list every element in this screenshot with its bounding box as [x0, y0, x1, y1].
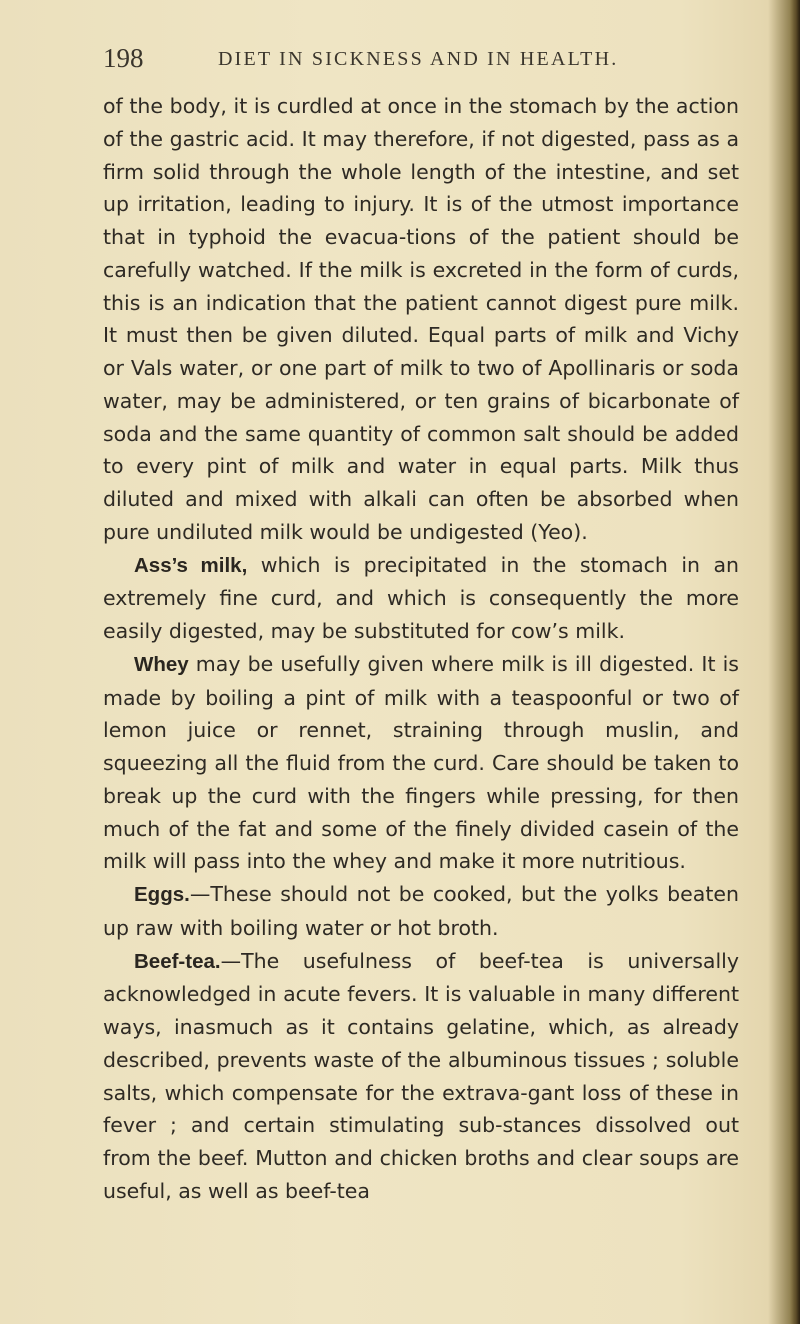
page-number: 198: [103, 43, 144, 73]
paragraph-text: of the body, it is curdled at once in the stomach by the action of the gastric acid. It may therefore, if not digested, pass as a firm solid through the whole length of the intestine, and set up irritation, leading to injury. It is of the utmost importance that in typhoid the evacua-tions of the patient should be carefully watched. If the milk is excreted in the form of curds, this is an indication that the patient cannot digest pure milk. It must then be given diluted. Equal parts of milk and Vichy or Vals water, or one part of milk to two of Apollinaris or soda water, may be administered, or ten grains of bicarbonate of soda and the same quantity of common salt should be added to every pint of milk and water in equal parts. Milk thus diluted and mixed with alkali can often be absorbed when pure undiluted milk would be undigested (Yeo).: [103, 94, 739, 544]
running-head: DIET IN SICKNESS AND IN HEALTH.: [218, 48, 619, 70]
paragraph-lead-whey: Whey: [134, 652, 189, 676]
body-text: [103, 90, 739, 1208]
paragraph-milk-curd: [103, 90, 739, 549]
page-edge-shadow: [790, 0, 800, 1324]
paragraph-lead-beef-tea: Beef-tea.: [134, 949, 221, 973]
paragraph-beef-tea: [103, 945, 739, 1208]
paragraph-whey: [103, 648, 739, 878]
paragraph-text: —These should not be cooked, but the yolks beaten up raw with boiling water or hot broth.: [103, 882, 739, 940]
page-header: [103, 38, 723, 78]
paragraph-lead-eggs: Eggs.: [134, 883, 190, 906]
paragraph-text: which is precipitated in the stomach in an extremely fine curd, and which is consequently the more easily digested, may be substituted for cow’s milk.: [103, 552, 739, 643]
paragraph-text: may be usefully given where milk is ill digested. It is made by boiling a pint of milk with a teaspoonful or two of lemon juice or rennet, straining through muslin, and squeezing all the fluid from the curd. Care should be taken to break up the curd with the fingers while pressing, for then much of the fat and some of the finely divided casein of the milk will pass into the whey and make it more nutritious.: [103, 651, 739, 874]
paragraph-eggs: [103, 878, 739, 945]
paragraph-lead-ass-milk: Ass’s milk,: [134, 553, 248, 577]
paragraph-ass-milk: [103, 549, 739, 648]
paragraph-text: —The usefulness of beef-tea is universally acknowledged in acute fevers. It is valuable in many different ways, inasmuch as it contains gelatine, which, as already described, prevents waste of the albuminous tissues ; soluble salts, which compensate for the extrava-gant loss of these in fever ; and certain stimulating sub-stances dissolved out from the beef. Mutton and chicken broths and clear soups are useful, as well as beef-tea: [103, 948, 739, 1203]
